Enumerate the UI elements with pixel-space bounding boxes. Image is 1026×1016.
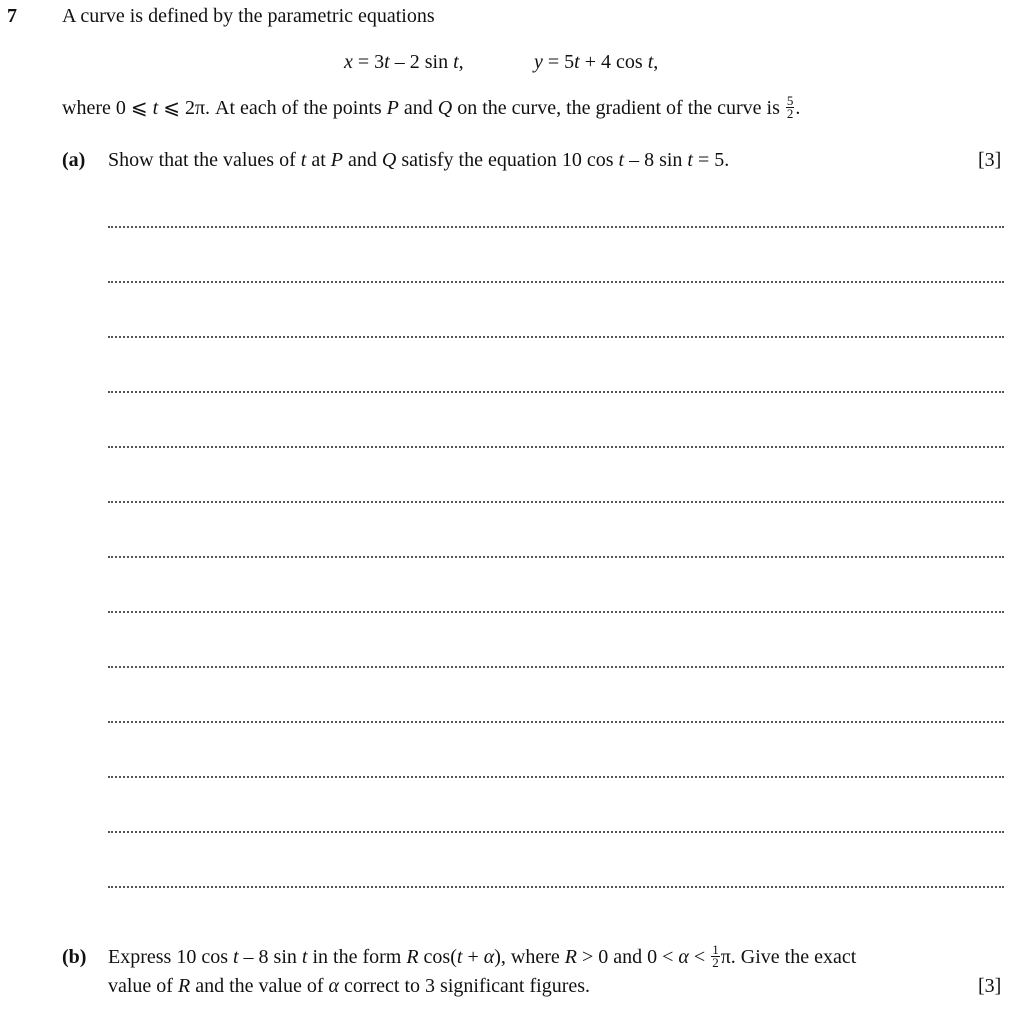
answer-line[interactable] [108, 831, 1004, 833]
answer-line[interactable] [108, 501, 1004, 503]
part-a-label: (a) [62, 149, 86, 171]
answer-line[interactable] [108, 336, 1004, 338]
question-number: 7 [7, 5, 17, 27]
answer-line[interactable] [108, 666, 1004, 668]
answer-line[interactable] [108, 226, 1004, 228]
part-a-text: Show that the values of t at P and Q satisfy the equation 10 cos t – 8 sin t = 5. [108, 149, 730, 171]
part-a-marks: [3] [978, 149, 1002, 171]
equation-x: x = 3t – 2 sin t, [344, 51, 464, 73]
fraction-one-half: $\frac{1}{2}$ [712, 942, 719, 970]
answer-line[interactable] [108, 281, 1004, 283]
answer-line[interactable] [108, 886, 1004, 888]
part-b-text-line1: Express 10 cos t – 8 sin t in the form R cos(t + α), where R > 0 and 0 < α < $\frac{1}{2}$ π. Give the exact [108, 942, 857, 970]
question-condition: where 0 ⩽ t ⩽ 2π. At each of the points P and Q on the curve, the gradient of the curve is $\frac{5}{2}$ . [62, 92, 801, 121]
question-intro: A curve is defined by the parametric equations [62, 5, 435, 27]
answer-line[interactable] [108, 611, 1004, 613]
fraction-five-halves: $\frac{5}{2}$ [786, 92, 794, 121]
answer-line[interactable] [108, 556, 1004, 558]
equation-y: y = 5t + 4 cos t, [534, 51, 659, 73]
part-b-marks: [3] [978, 975, 1002, 997]
answer-line[interactable] [108, 391, 1004, 393]
answer-line[interactable] [108, 776, 1004, 778]
part-b-text-line2: value of R and the value of α correct to 3 significant figures. [108, 975, 591, 997]
part-b-label: (b) [62, 946, 87, 968]
answer-line[interactable] [108, 446, 1004, 448]
answer-line[interactable] [108, 721, 1004, 723]
